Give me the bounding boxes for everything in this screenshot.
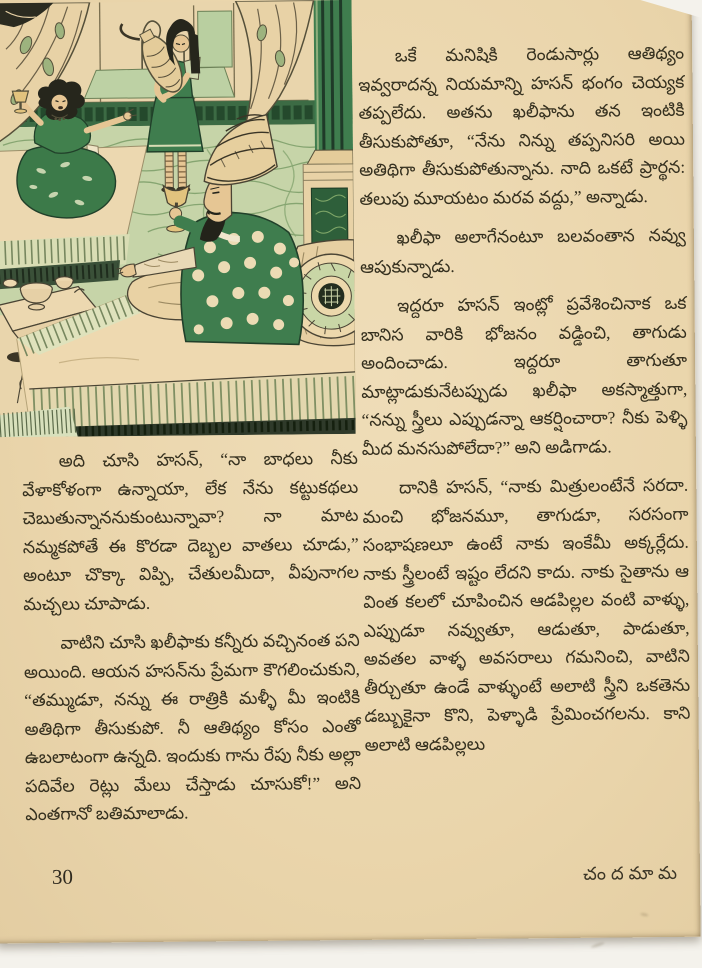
story-illustration <box>0 0 356 437</box>
paragraph-right-2: ఖలీఫా అలాగేనంటూ బలవంతాన నవ్వు ఆపుకున్నాడు. <box>360 224 686 277</box>
wall-green-panel <box>198 11 233 67</box>
paragraph-right-3: ఇద్దరూ హసన్ ఇంట్లో ప్రవేశించినాక ఒక బానిస వారికి భోజనం వడ్డించి, తాగుడు అందించాడు. ఇద్దరూ తాగుతూ మాట్లాడుకునేటప్పుడు ఖలీఫా అకస్మాత్తుగా, “నన్ను స్త్రీలు ఎప్పుడన్నా ఆకర్షించారా? నీకు పెళ్ళి మీద మనసుపోలేదా?” అని అడిగాడు. <box>360 292 688 459</box>
paper-blemish <box>591 941 605 948</box>
paragraph-right-1: ఒకే మనిషికి రెండుసార్లు ఆతిథ్యం ఇవ్వరాదన్న నియమాన్ని హసన్ భంగం చెయ్యక తప్పలేదు. అతను ఖలీఫాను తన ఇంటికి తీసుకుపోతూ, “నేను నిన్ను తప్పనిసరి అయి అతిథిగా తీసుకుపోతున్నాను. నాది ఒకటే ప్రార్థన: తలుపు మూయటం మరవ వద్దు,” అన్నాడు. <box>358 42 686 209</box>
magazine-name: చందమామ <box>583 862 683 884</box>
paragraph-left-1: అది చూసి హసన్, “నా బాధలు నీకు వేళాకోళంగా ఉన్నాయా, లేక నేను కట్టుకథలు చెబుతున్నాననుకుంటున్నావా? నా మాట నమ్మకపోతే ఈ కొరడా దెబ్బల వాతలు చూడు,” అంటూ చొక్కా విప్పి, చేతులమీదా, వీపునాగల మచ్చలు చూపాడు. <box>22 447 360 614</box>
paragraph-right-4: దానికి హసన్, “నాకు మిత్రులంటేనే సరదా. మంచి భోజనమూ, తాగుడూ, సరసంగా సంభాషణలూ ఉంటే నాకు ఇంకేమీ అక్కర్లేదు. నాకు స్త్రీలంటే ఇష్టం లేదని కాదు. నాకు సైతాను ఆ వింత కలలో చూపించిన ఆడపిల్లల వంటి వాళ్ళు, ఎప్పుడూ నవ్వుతూ, ఆడుతూ, పాడుతూ, అవతల వాళ్ళ అవసరాలు గమనించి, వాటిని తీర్చుతూ ఉండే వాళ్ళుంటే అలాటి స్త్రీని ఒకతెను డబ్బుకైనా కొని, పెళ్ళాడి ప్రేమించగలను. కాని అలాటి ఆడపిల్లలు <box>362 474 691 755</box>
left-text-column <box>22 444 362 840</box>
paper-blemish <box>640 912 648 917</box>
right-text-column <box>358 39 691 770</box>
page-number: 30 <box>51 864 74 889</box>
paragraph-left-2: వాటిని చూసి ఖలీఫాకు కన్నీరు వచ్చినంత పని అయింది. ఆయన హసన్‌ను ప్రేమగా కౌగలించుకుని, “తమ్ముడూ, నన్ను ఈ రాత్రికి మళ్ళీ మీ ఇంటికి అతిథిగా తీసుకుపో. నీ ఆతిథ్యం కోసం ఎంతో ఉబలాటంగా ఉన్నది. ఇందుకు గాను రేపు నీకు అల్లా పదివేల రెట్లు మేలు చేస్తాడు చూసుకో!” అని ఎంతగానో బతిమాలాడు. <box>23 629 362 825</box>
